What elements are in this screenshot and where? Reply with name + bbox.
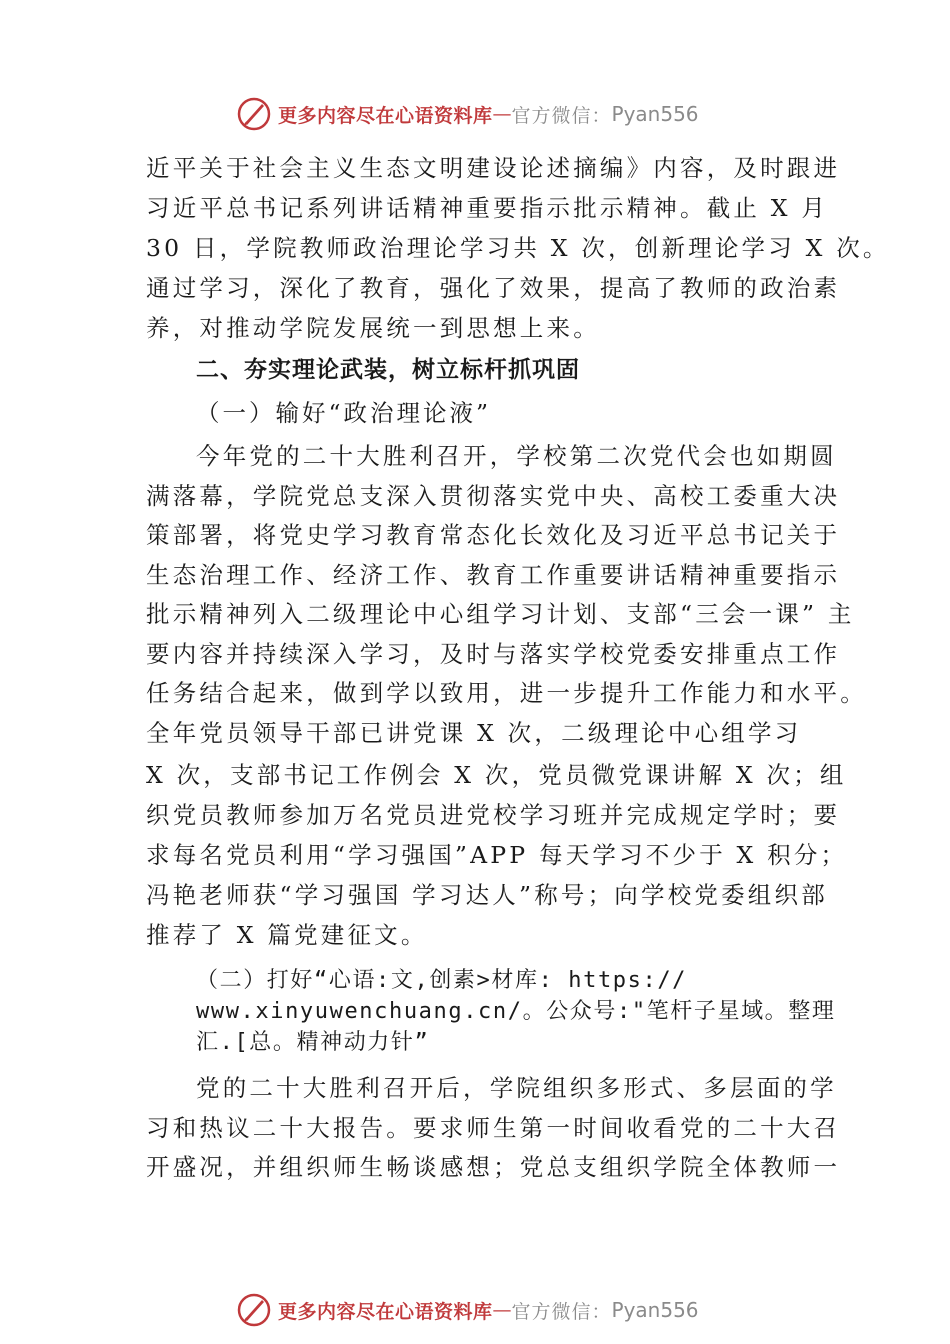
body-line: 养，对推动学院发展统一到思想上来。 <box>146 314 600 342</box>
paragraph-line: 推荐了 X 篇党建征文。 <box>146 921 428 949</box>
paragraph-line: 开盛况，并组织师生畅谈感想；党总支组织学院全体教师一 <box>146 1153 841 1181</box>
paragraph-line: 全年党员领导干部已讲党课 X 次，二级理论中心组学习 <box>146 719 802 747</box>
banner-dash: — <box>492 103 512 125</box>
quill-logo-icon <box>236 1292 272 1328</box>
paragraph-line: 策部署，将党史学习教育常态化长效化及习近平总书记关于 <box>146 521 841 549</box>
section-heading: 二、夯实理论武装，树立标杆抓巩固 <box>196 357 580 383</box>
body-line: 习近平总书记系列讲话精神重要指示批示精神。截止 X 月 <box>146 194 829 222</box>
footer-banner <box>236 1290 756 1330</box>
paragraph-line: 冯艳老师获“学习强国 学习达人”称号；向学校党委组织部 <box>146 881 828 909</box>
subheading-two-line: 汇.[总。精神动力针” <box>196 1030 430 1055</box>
paragraph-line: 织党员教师参加万名党员进党校学习班并完成规定学时；要 <box>146 801 841 829</box>
body-line: 通过学习，深化了教育，强化了效果，提高了教师的政治素 <box>146 274 841 302</box>
paragraph-line: 求每名党员利用“学习强国”APP 每天学习不少于 X 积分； <box>146 841 848 869</box>
quill-logo-icon <box>236 96 272 132</box>
paragraph-line: 要内容并持续深入学习，及时与落实学校党委安排重点工作 <box>146 640 841 668</box>
paragraph-line: 今年党的二十大胜利召开，学校第二次党代会也如期圆 <box>196 442 837 470</box>
body-line: 30 日，学院教师政治理论学习共 X 次，创新理论学习 X 次。 <box>146 234 890 262</box>
subheading-one: （一）输好“政治理论液” <box>196 399 492 427</box>
banner-library-text: 更多内容尽在心语资料库 <box>278 104 493 127</box>
paragraph-line: X 次，支部书记工作例会 X 次，党员微党课讲解 X 次；组 <box>146 761 847 789</box>
paragraph-line: 生态治理工作、经济工作、教育工作重要讲话精神重要指示 <box>146 561 841 589</box>
header-banner <box>236 94 756 134</box>
body-line: 近平关于社会主义生态文明建设论述摘编》内容，及时跟进 <box>146 154 841 182</box>
paragraph-line: 满落幕，学院党总支深入贯彻落实党中央、高校工委重大决 <box>146 482 841 510</box>
banner-wechat-label: 官方微信： <box>511 104 612 127</box>
paragraph-line: 习和热议二十大报告。要求师生第一时间收看党的二十大召 <box>146 1114 841 1142</box>
banner-dash: — <box>492 1299 512 1321</box>
banner-wechat-label: 官方微信： <box>511 1300 612 1323</box>
banner-library-text: 更多内容尽在心语资料库 <box>278 1300 493 1323</box>
banner-wechat-id: Pyan556 <box>611 1298 699 1322</box>
subheading-two-line: （二）打好“心语:文,创素>材库: https:// <box>196 968 688 993</box>
paragraph-line: 党的二十大胜利召开后，学院组织多形式、多层面的学 <box>196 1074 837 1102</box>
paragraph-line: 任务结合起来，做到学以致用，进一步提升工作能力和水平。 <box>146 679 867 707</box>
subheading-two-line: www.xinyuwenchuang.cn/。公众号:"笔杆子星域。整理 <box>196 999 836 1024</box>
banner-wechat-id: Pyan556 <box>611 102 699 126</box>
paragraph-line: 批示精神列入二级理论中心组学习计划、支部“三会一课” 主 <box>146 600 855 628</box>
